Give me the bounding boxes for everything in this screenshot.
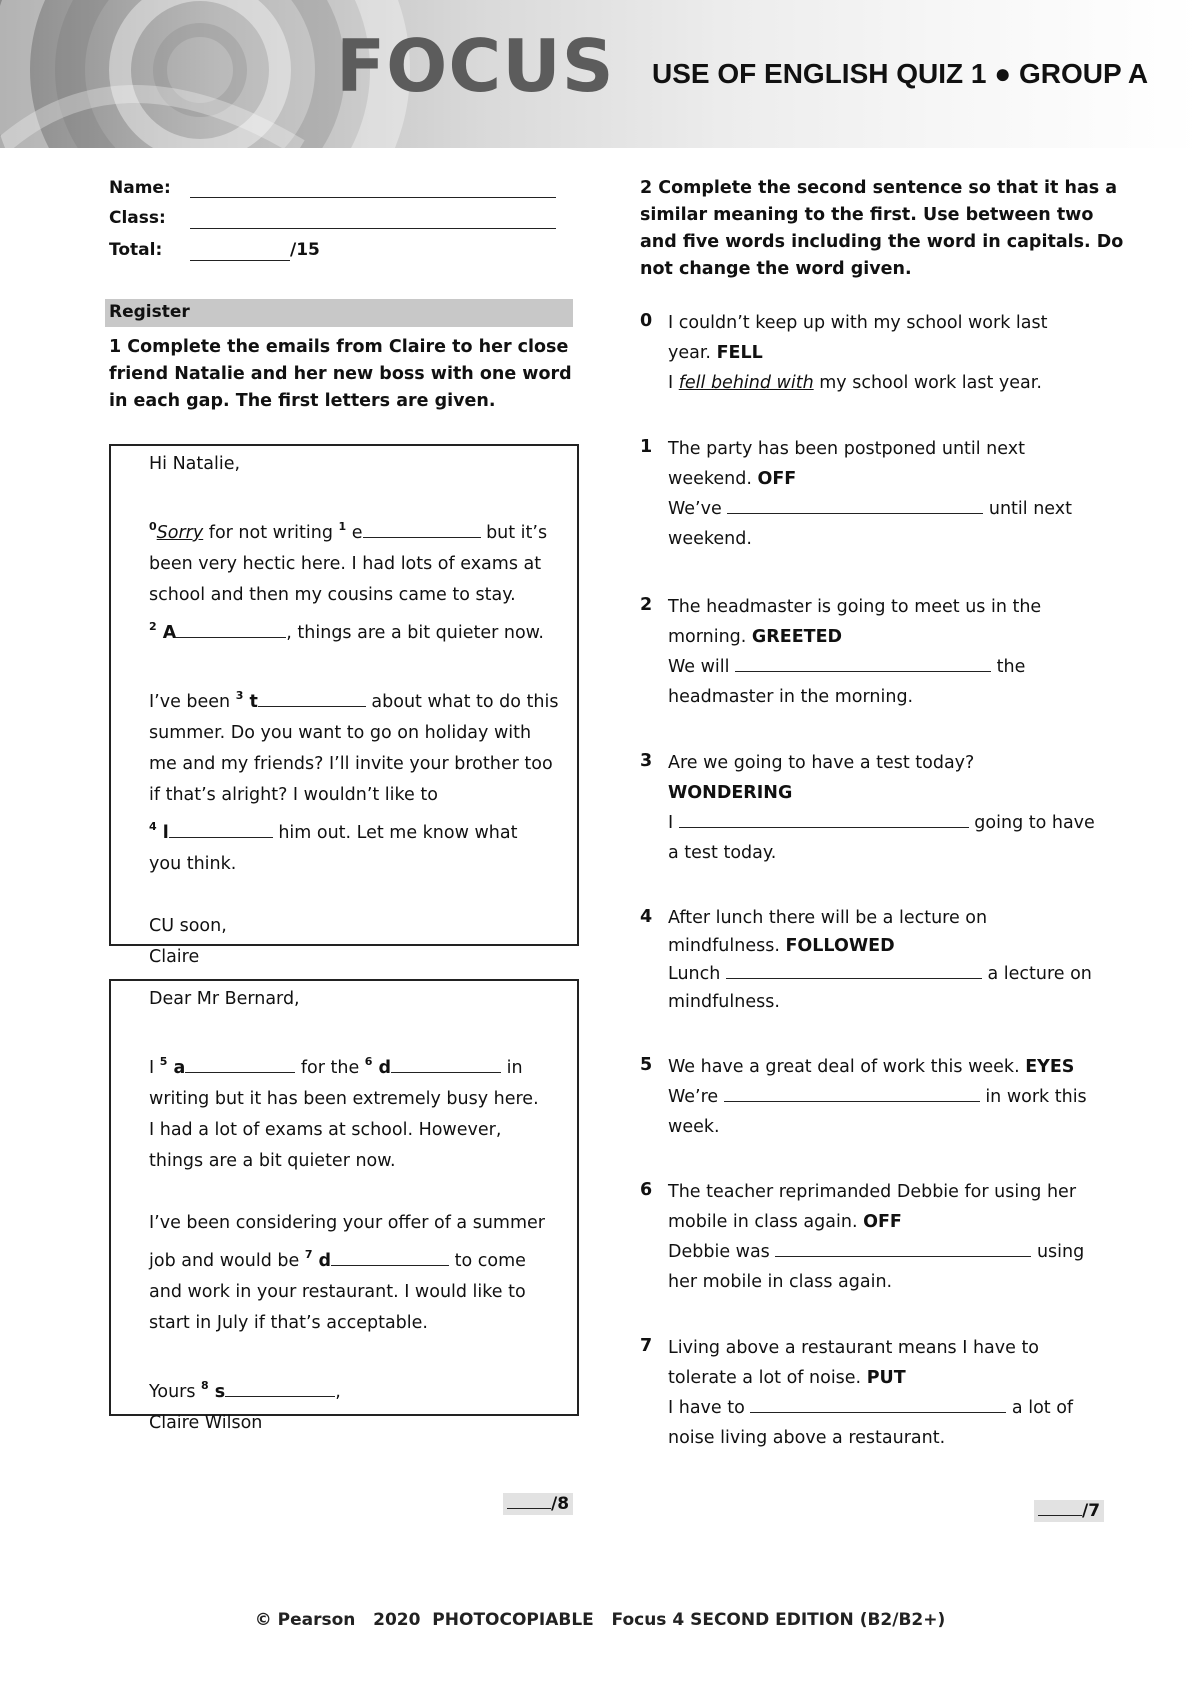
email1-line: $^0$Sorry for not writing $^1$ e but it’s — [149, 520, 548, 543]
email2-line: things are a bit quieter now. — [149, 1151, 396, 1171]
task1-line: 1 Complete the emails from Claire to her close — [109, 337, 569, 357]
score-line[interactable] — [507, 1493, 551, 1509]
email2-line: I had a lot of exams at school. However, — [149, 1120, 502, 1140]
answer-gap-5[interactable] — [724, 1084, 980, 1102]
answer-gap-6[interactable] — [775, 1239, 1031, 1257]
question-number: 2 — [640, 595, 653, 615]
focus-logo: FOCUS — [336, 24, 615, 108]
task2-instructions — [640, 175, 1123, 283]
name-label: Name: — [109, 178, 171, 198]
task1-line: friend Natalie and her new boss with one word — [109, 364, 572, 384]
example-answer: fell behind with — [678, 373, 814, 393]
email2-greeting: Dear Mr Bernard, — [149, 989, 300, 1009]
email2-line: Yours $^8$ s , — [149, 1379, 341, 1402]
question-number: 6 — [640, 1180, 653, 1200]
question-number: 4 — [640, 907, 653, 927]
total-label: Total: — [109, 240, 163, 260]
email-bernard — [109, 979, 579, 1433]
score-task2: /7 — [1034, 1500, 1104, 1522]
email1-line: $^4$ l him out. Let me know what — [149, 820, 518, 843]
answer-gap-1[interactable] — [727, 496, 983, 514]
email1-body — [149, 449, 558, 973]
gap-3[interactable] — [258, 689, 366, 707]
email2-line: writing but it has been extremely busy here. — [149, 1089, 539, 1109]
gap-8[interactable] — [225, 1379, 335, 1397]
question-number: 1 — [640, 437, 653, 457]
question-3: Are we going to have a test today? WONDERING I going to have a test today. — [668, 753, 1095, 863]
gap-1[interactable] — [363, 520, 481, 538]
email1-greeting: Hi Natalie, — [149, 454, 241, 474]
gap-5[interactable] — [185, 1055, 295, 1073]
question-7: Living above a restaurant means I have to tolerate a lot of noise. PUT I have to a lot of noise living above a restaurant. — [668, 1338, 1074, 1448]
gap-7[interactable] — [331, 1248, 449, 1266]
question-number: 7 — [640, 1336, 653, 1356]
gap-4[interactable] — [169, 820, 273, 838]
email2-line: job and would be $^7$ d to come — [149, 1248, 526, 1271]
example-answer: Sorry — [156, 523, 204, 543]
email2-line: I $^5$ a for the $^6$ d in — [149, 1055, 523, 1078]
question-number: 5 — [640, 1055, 653, 1075]
question-1: The party has been postponed until next weekend. OFF We’ve until next weekend. — [668, 439, 1072, 549]
total-max: /15 — [290, 240, 320, 260]
question-0: I couldn’t keep up with my school work last year. FELL I fell behind with my school work last year. — [668, 313, 1048, 393]
task2-line: similar meaning to the first. Use between two — [640, 205, 1094, 225]
class-label: Class: — [109, 208, 166, 228]
email1-line: if that’s alright? I wouldn’t like to — [149, 785, 438, 805]
header-banner — [0, 0, 1200, 148]
question-2: The headmaster is going to meet us in the morning. GREETED We will the headmaster in the morning. — [668, 597, 1042, 707]
email-natalie — [109, 444, 579, 967]
total-field[interactable] — [190, 260, 290, 261]
task2-line: not change the word given. — [640, 259, 912, 279]
email2-line: I’ve been considering your offer of a summer — [149, 1213, 545, 1233]
email1-signature: Claire — [149, 947, 200, 967]
gap-6[interactable] — [391, 1055, 501, 1073]
email1-line: $^2$ A , things are a bit quieter now. — [149, 620, 544, 643]
email2-line: and work in your restaurant. I would like to — [149, 1282, 526, 1302]
section-heading: Register — [105, 299, 573, 327]
question-5: We have a great deal of work this week. EYES We’re in work this week. — [668, 1057, 1087, 1137]
copyright-footer: © Pearson 2020 PHOTOCOPIABLE Focus 4 SECOND EDITION (B2/B2+) — [254, 1610, 946, 1630]
task1-instructions — [109, 334, 572, 415]
email2-line: start in July if that’s acceptable. — [149, 1313, 428, 1333]
task2-line: and five words including the word in capitals. Do — [640, 232, 1124, 252]
score-line[interactable] — [1038, 1500, 1082, 1516]
question-number: 0 — [640, 311, 653, 331]
question-6: The teacher reprimanded Debbie for using her mobile in class again. OFF Debbie was using her mobile in class again. — [668, 1182, 1085, 1292]
task2-line: 2 Complete the second sentence so that it has a — [640, 178, 1118, 198]
question-4: After lunch there will be a lecture on mindfulness. FOLLOWED Lunch a lecture on mindfulness. — [668, 908, 1092, 1012]
answer-gap-3[interactable] — [679, 810, 969, 828]
name-field[interactable] — [190, 197, 556, 198]
email1-signoff: CU soon, — [149, 916, 227, 936]
task1-line: in each gap. The first letters are given. — [109, 391, 496, 411]
email1-line: me and my friends? I’ll invite your brother too — [149, 754, 553, 774]
score-task1: /8 — [503, 1493, 573, 1515]
email1-line: been very hectic here. I had lots of exams at — [149, 554, 542, 574]
email1-line: I’ve been $^3$ t about what to do this — [149, 689, 559, 712]
class-field[interactable] — [190, 228, 556, 229]
answer-gap-7[interactable] — [750, 1395, 1006, 1413]
email1-line: summer. Do you want to go on holiday with — [149, 723, 532, 743]
email1-line: school and then my cousins came to stay. — [149, 585, 516, 605]
answer-gap-4[interactable] — [726, 961, 982, 979]
email2-signature: Claire Wilson — [149, 1413, 263, 1433]
question-number: 3 — [640, 751, 653, 771]
quiz-title: USE OF ENGLISH QUIZ 1 ● GROUP A — [652, 58, 1149, 89]
email1-line: you think. — [149, 854, 237, 874]
answer-gap-2[interactable] — [735, 654, 991, 672]
email2-body — [149, 984, 545, 1439]
gap-2[interactable] — [176, 620, 286, 638]
